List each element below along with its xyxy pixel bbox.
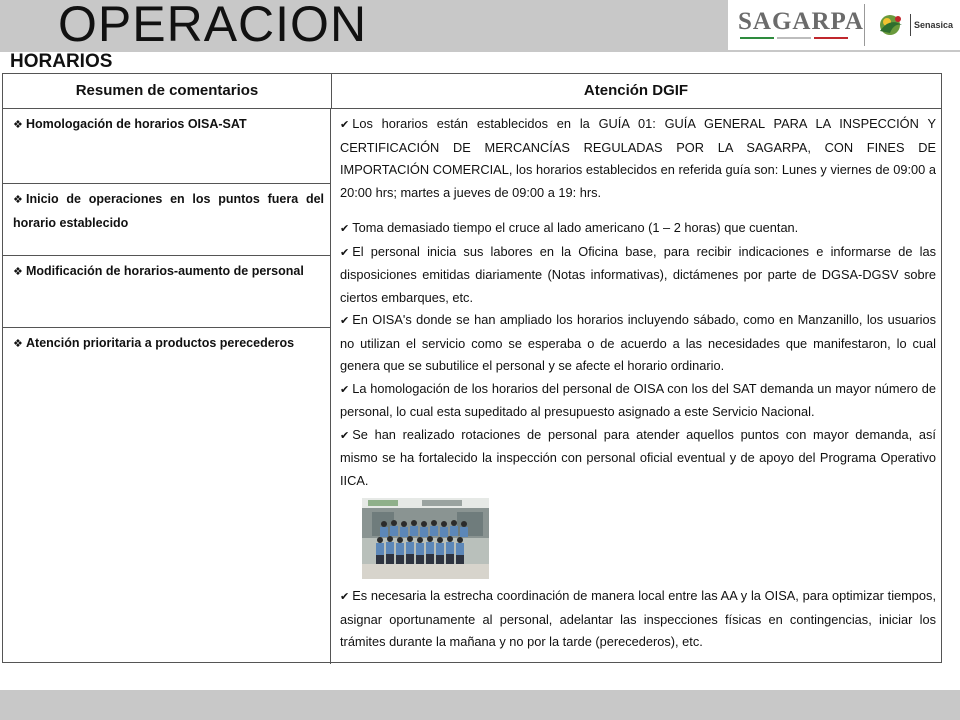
summary-item	[3, 184, 331, 256]
attention-item	[340, 424, 936, 493]
attention-item	[340, 309, 936, 378]
attention-item	[340, 585, 936, 654]
checkmark-bullet-icon: ✔	[340, 223, 350, 235]
section-subtitle: HORARIOS	[10, 51, 113, 72]
sagarpa-logo: SAGARPA	[738, 8, 864, 35]
attention-item-text: Se han realizado rotaciones de personal para atender aquellos puntos con mayor demanda, así mismo se ha fortalecido la inspección con personal oficial eventual y de apoyo del Programa Operativo IICA.	[340, 426, 936, 488]
checkmark-bullet-icon: ✔	[340, 315, 350, 327]
attention-item-text: En OISA's donde se han ampliado los horarios incluyendo sábado, como en Manzanillo, los usuarios no utilizan el servicio como se esperaba o de acuerdo a las necesidades que manifestaron, lo cual genera que se subutilice el personal y se afecte el horario ordinario.	[340, 312, 936, 373]
summary-item	[3, 109, 331, 184]
summary-item-text: Atención prioritaria a productos perecederos	[26, 336, 295, 350]
checkmark-bullet-icon: ✔	[340, 591, 350, 603]
logo-area	[728, 0, 960, 50]
attention-column	[332, 109, 941, 664]
summary-item-text: Modificación de horarios-aumento de personal	[26, 264, 304, 278]
diamond-bullet-icon: ❖	[13, 119, 23, 131]
summary-item	[3, 328, 331, 664]
summary-item-text: Inicio de operaciones en los puntos fuera del horario establecido	[13, 192, 324, 230]
attention-item	[340, 378, 936, 424]
page-title: OPERACION	[58, 0, 368, 52]
attention-item-text: Los horarios están establecidos en la GUÍA 01: GUÍA GENERAL PARA LA INSPECCIÓN Y CERTIFICACIÓN DE MERCANCÍAS REGULADAS POR LA SAGARPA, CON FINES DE IMPORTACIÓN COMERCIAL, los horarios establecidos en referida guía son: Lunes y viernes de 09:00 a 20:00 hrs; martes a jueves de 09:00 a 19: hrs.	[340, 116, 936, 200]
logo-stripes	[740, 37, 850, 41]
summary-item	[3, 256, 331, 328]
comments-table	[2, 73, 942, 663]
attention-item-text: Es necesaria la estrecha coordinación de manera local entre las AA y la OISA, para optimizar tiempos, asignar oportunamente al personal, adelantar las inspecciones físicas en contingencias, iniciar los trámites durante la mañana y no por la tarde (perecederos), etc.	[340, 588, 936, 649]
attention-item-text: El personal inicia sus labores en la Oficina base, para recibir indicaciones e informarse de las disposiciones emitidas diariamente (Notas informativas), dictámenes por parte de DGSA-DGSV sobre ciertos embarques, etc.	[340, 243, 936, 305]
checkmark-bullet-icon: ✔	[340, 383, 350, 396]
diamond-bullet-icon: ❖	[13, 266, 23, 278]
diamond-bullet-icon: ❖	[13, 338, 23, 350]
diamond-bullet-icon: ❖	[13, 194, 23, 206]
logo-divider	[864, 4, 865, 46]
summary-item-text: Homologación de horarios OISA-SAT	[26, 117, 247, 131]
attention-item	[340, 241, 936, 310]
column-header-attention: Atención DGIF	[331, 74, 941, 109]
senasica-divider	[910, 14, 911, 36]
checkmark-bullet-icon: ✔	[340, 246, 350, 259]
senasica-logo-text: Senasica	[914, 20, 954, 30]
attention-item	[340, 113, 936, 204]
senasica-emblem-icon	[876, 11, 906, 37]
footer-bar	[0, 690, 960, 720]
checkmark-bullet-icon: ✔	[340, 119, 350, 131]
attention-item-text: Toma demasiado tiempo el cruce al lado americano (1 – 2 horas) que cuentan.	[352, 220, 799, 235]
staff-group-photo	[362, 498, 489, 579]
attention-item-text: La homologación de los horarios del personal de OISA con los del SAT demanda un mayor número de personal, lo cual esta supeditado al presupuesto asignado a este Servicio Nacional.	[340, 380, 936, 419]
column-header-comments: Resumen de comentarios	[3, 74, 332, 109]
checkmark-bullet-icon: ✔	[340, 429, 350, 442]
attention-item	[340, 217, 936, 241]
